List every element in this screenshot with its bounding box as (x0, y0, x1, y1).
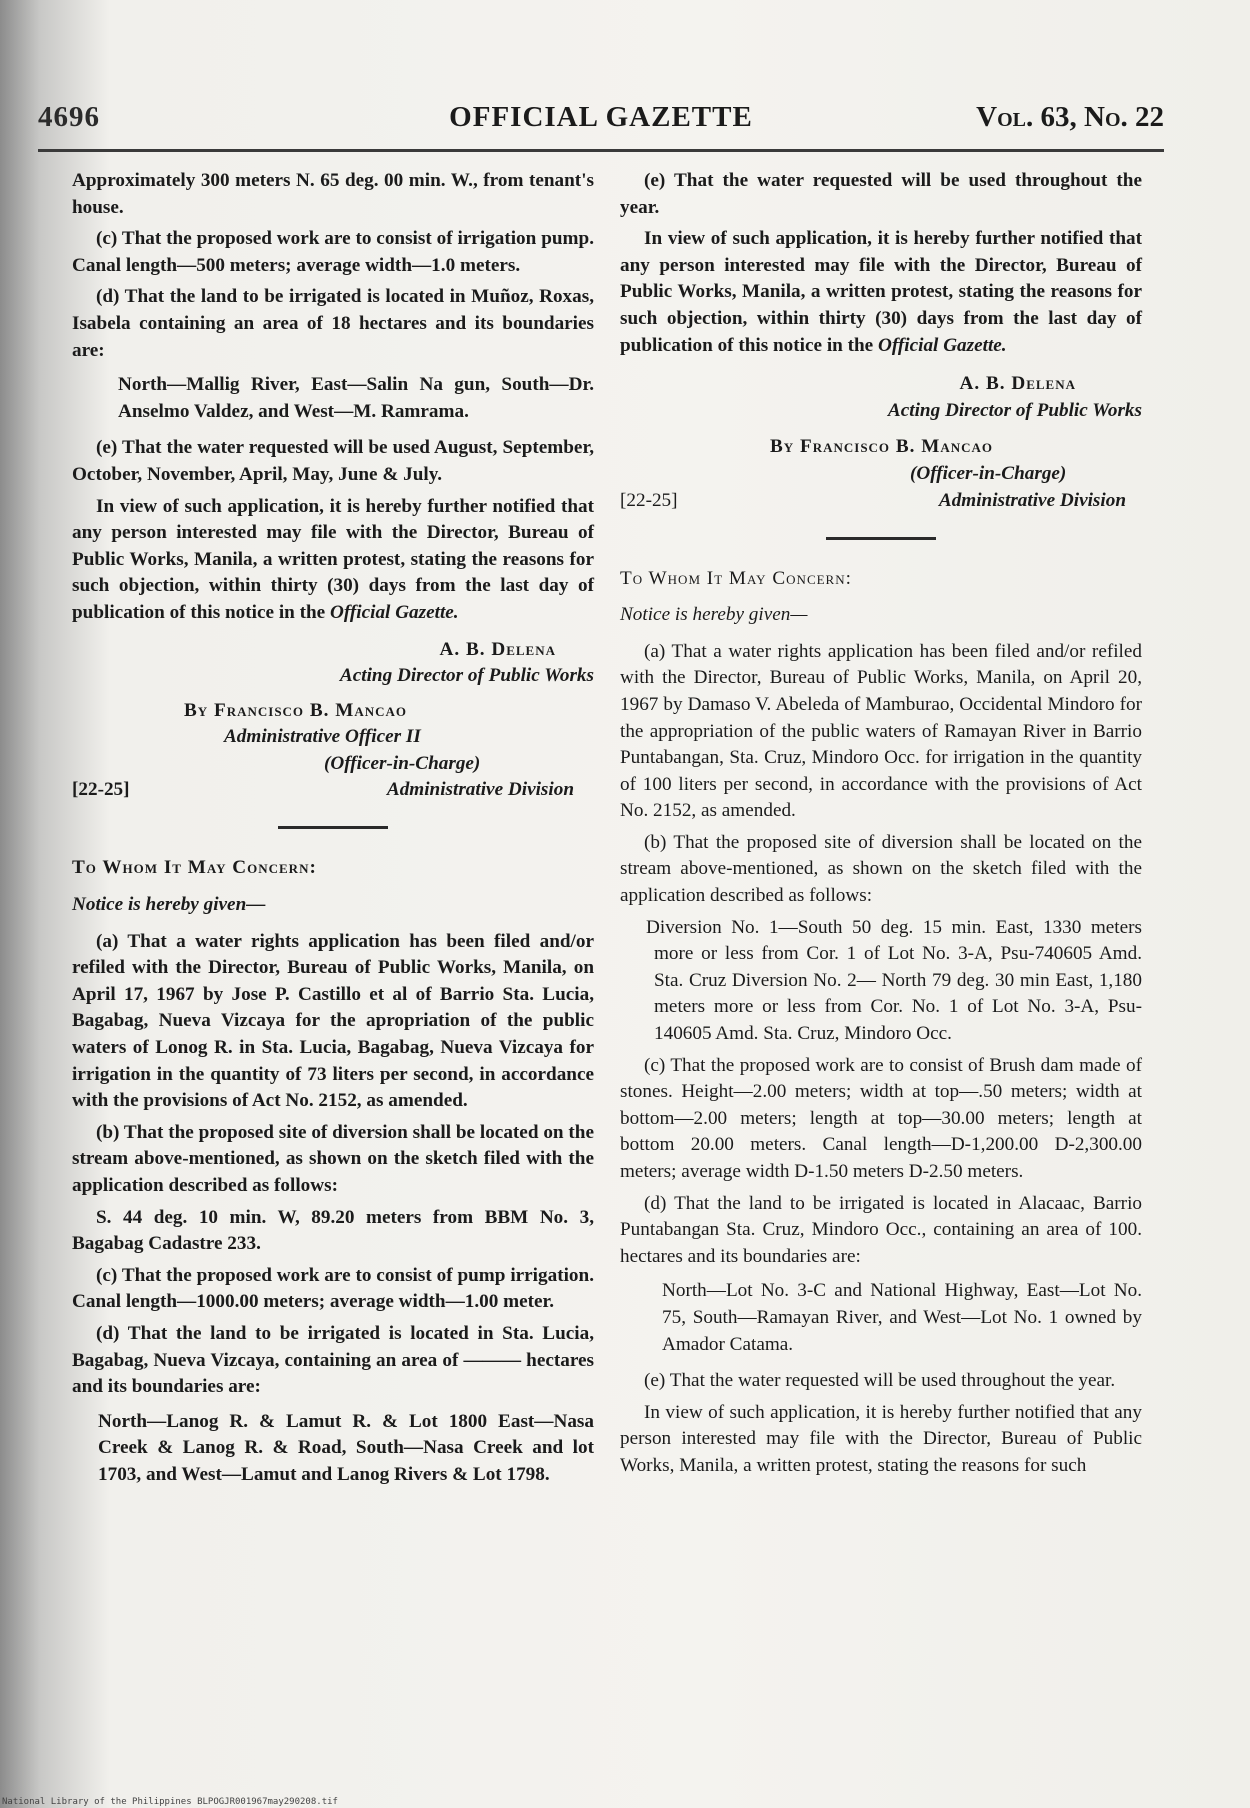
left-sig-line3: Administrative Division (386, 779, 574, 801)
right-para-2-gazette: Official Gazette. (878, 334, 1007, 356)
left-para-6-text: In view of such application, it is hereby further notified that any person interested may file with the Director, Bureau of Public Works, Manila, a written protest, stating the reasons for such objection, within thirty (30) days from the last day of publication of this notice in the (72, 495, 594, 623)
right-item-d: (d) That the land to be irrigated is located in Alacaac, Barrio Puntabangan Sta. Cruz, Mindoro Occ., containing an area of 100. hectares and its boundaries are: (620, 1192, 1142, 1267)
gazette-title: OFFICIAL GAZETTE (449, 101, 753, 133)
left-item-b: (b) That the proposed site of diversion shall be located on the stream above-mentioned, as shown on the sketch filed with the application described as follows: (72, 1121, 594, 1196)
volume-info: Vol. 63, No. 22 (976, 101, 1164, 133)
right-divider (826, 537, 936, 540)
left-sig-by: By Francisco B. Mancao (184, 699, 408, 721)
right-code: [22-25] (620, 489, 678, 511)
right-boundaries: North—Lot No. 3-C and National Highway, East—Lot No. 75, South—Ramayan River, and West—Lot No. 1 owned by Amador Catama. (662, 1280, 1142, 1355)
scan-footer: National Library of the Philippines BLPOGJR001967may290208.tif (2, 1797, 338, 1807)
right-sig-line1: (Officer-in-Charge) (910, 462, 1067, 484)
right-para-2-text: In view of such application, it is hereby further notified that any person interested may file with the Director, Bureau of Public Works, Manila, a written protest, stating the reasons for such objection, within thirty (30) days from the last day of publication of this notice in the (620, 228, 1142, 356)
left-notice: Notice is hereby given— (72, 894, 266, 916)
left-para-6 (72, 494, 594, 627)
left-sig-name: A. B. Delena (439, 638, 556, 660)
right-item-c: (c) That the proposed work are to consist of Brush dam made of stones. Height—2.00 meters; width at top—.50 meters; width at bottom—2.00 meters; length at top—30.00 meters; length at bottom 20.00 meters. Canal length—D-1,200.00 D-2,300.00 meters; average width D-1.50 meters D-2.50 meters. (620, 1054, 1142, 1182)
left-boundaries-2: North—Lanog R. & Lamut R. & Lot 1800 East—Nasa Creek & Lanog R. & Road, South—Nasa Creek and lot 1703, and West—Lamut and Lanog Rivers & Lot 1798. (98, 1410, 594, 1485)
page-header (38, 101, 1164, 141)
right-para-2 (620, 226, 1142, 359)
left-sig-line2: (Officer-in-Charge) (324, 752, 481, 774)
right-sig-line2: Administrative Division (938, 489, 1126, 511)
right-item-b: (b) That the proposed site of diversion shall be located on the stream above-mentioned, as shown on the sketch filed with the application described as follows: (620, 831, 1142, 907)
left-item-a: (a) That a water rights application has been filed and/or refiled with the Director, Bureau of Public Works, Manila, on April 17, 1967 by Jose P. Castillo et al of Barrio Sta. Lucia, Bagabag, Nueva Vizcaya for the apropriation of the public waters of Lonog R. in Sta. Lucia, Bagabag, Nueva Vizcaya for irrigation in the quantity of 73 liters per second, in accordance with the provisions of Act No. 2152, as amended. (72, 930, 594, 1112)
left-para-1: Approximately 300 meters N. 65 deg. 00 min. W., from tenant's house. (72, 170, 594, 218)
right-signature (620, 371, 1142, 514)
left-divider (278, 826, 388, 829)
left-code: [22-25] (72, 779, 130, 801)
left-item-d: (d) That the land to be irrigated is located in Sta. Lucia, Bagabag, Nueva Vizcaya, containing an area of ——— hectares and its boundaries are: (72, 1322, 594, 1398)
right-item-e: (e) That the water requested will be used throughout the year. (644, 1370, 1116, 1392)
right-para-1: (e) That the water requested will be used throughout the year. (620, 170, 1142, 218)
right-diversion: Diversion No. 1—South 50 deg. 15 min. East, 1330 meters more or less from Cor. 1 of Lot No. 3-A, Psu-740605 Amd. Sta. Cruz Diversion No. 2— North 79 deg. 30 min East, 1,180 meters more or less from Cor. No. 1 of Lot No. 3-A, Psu-140605 Amd. Sta. Cruz, Mindoro Occ. (646, 916, 1142, 1045)
left-para-3: (d) That the land to be irrigated is located in Muñoz, Roxas, Isabela containing an area of 18 hectares and its boundaries are: (72, 286, 594, 361)
right-final-para: In view of such application, it is hereby further notified that any person interested may file with the Director, Bureau of Public Works, Manila, a written protest, stating the reasons for such (620, 1401, 1142, 1476)
right-sig-title: Acting Director of Public Works (887, 399, 1142, 421)
left-boundaries-1: North—Mallig River, East—Salin Na gun, South—Dr. Anselmo Valdez, and West—M. Ramrama. (118, 374, 594, 422)
right-sig-by: By Francisco B. Mancao (770, 436, 994, 458)
right-notice: Notice is hereby given— (620, 604, 808, 626)
left-item-location: S. 44 deg. 10 min. W, 89.20 meters from BBM No. 3, Bagabag Cadastre 233. (72, 1206, 594, 1255)
left-sig-title: Acting Director of Public Works (339, 665, 594, 687)
left-sig-line1: Administrative Officer II (224, 726, 421, 748)
right-sig-name: A. B. Delena (959, 373, 1076, 395)
header-rule (38, 149, 1164, 152)
left-column (72, 168, 594, 1494)
right-column (620, 168, 1142, 1485)
left-signature (72, 637, 594, 805)
left-item-c: (c) That the proposed work are to consist of pump irrigation. Canal length—1000.00 meters; average width—1.00 meter. (72, 1264, 594, 1313)
left-para-6-gazette: Official Gazette. (330, 601, 459, 623)
left-para-5: (e) That the water requested will be used August, September, October, November, April, May, June & July. (72, 437, 594, 485)
page-number: 4696 (38, 101, 100, 133)
right-item-a: (a) That a water rights application has been filed and/or refiled with the Director, Bureau of Public Works, Manila, on April 20, 1967 by Damaso V. Abeleda of Mamburao, Occidental Mindoro for the appropriation of the public waters of Ramayan River in Barrio Puntabangan, Sta. Cruz, Mindoro Occ. for irrigation in the quantity of 100 liters per second, in accordance with the provisions of Act No. 2152, as amended. (620, 640, 1142, 822)
left-para-2: (c) That the proposed work are to consist of irrigation pump. Canal length—500 meters; average width—1.0 meters. (72, 228, 594, 276)
left-concern: To Whom It May Concern: (72, 857, 317, 879)
right-concern: To Whom It May Concern: (620, 567, 852, 589)
